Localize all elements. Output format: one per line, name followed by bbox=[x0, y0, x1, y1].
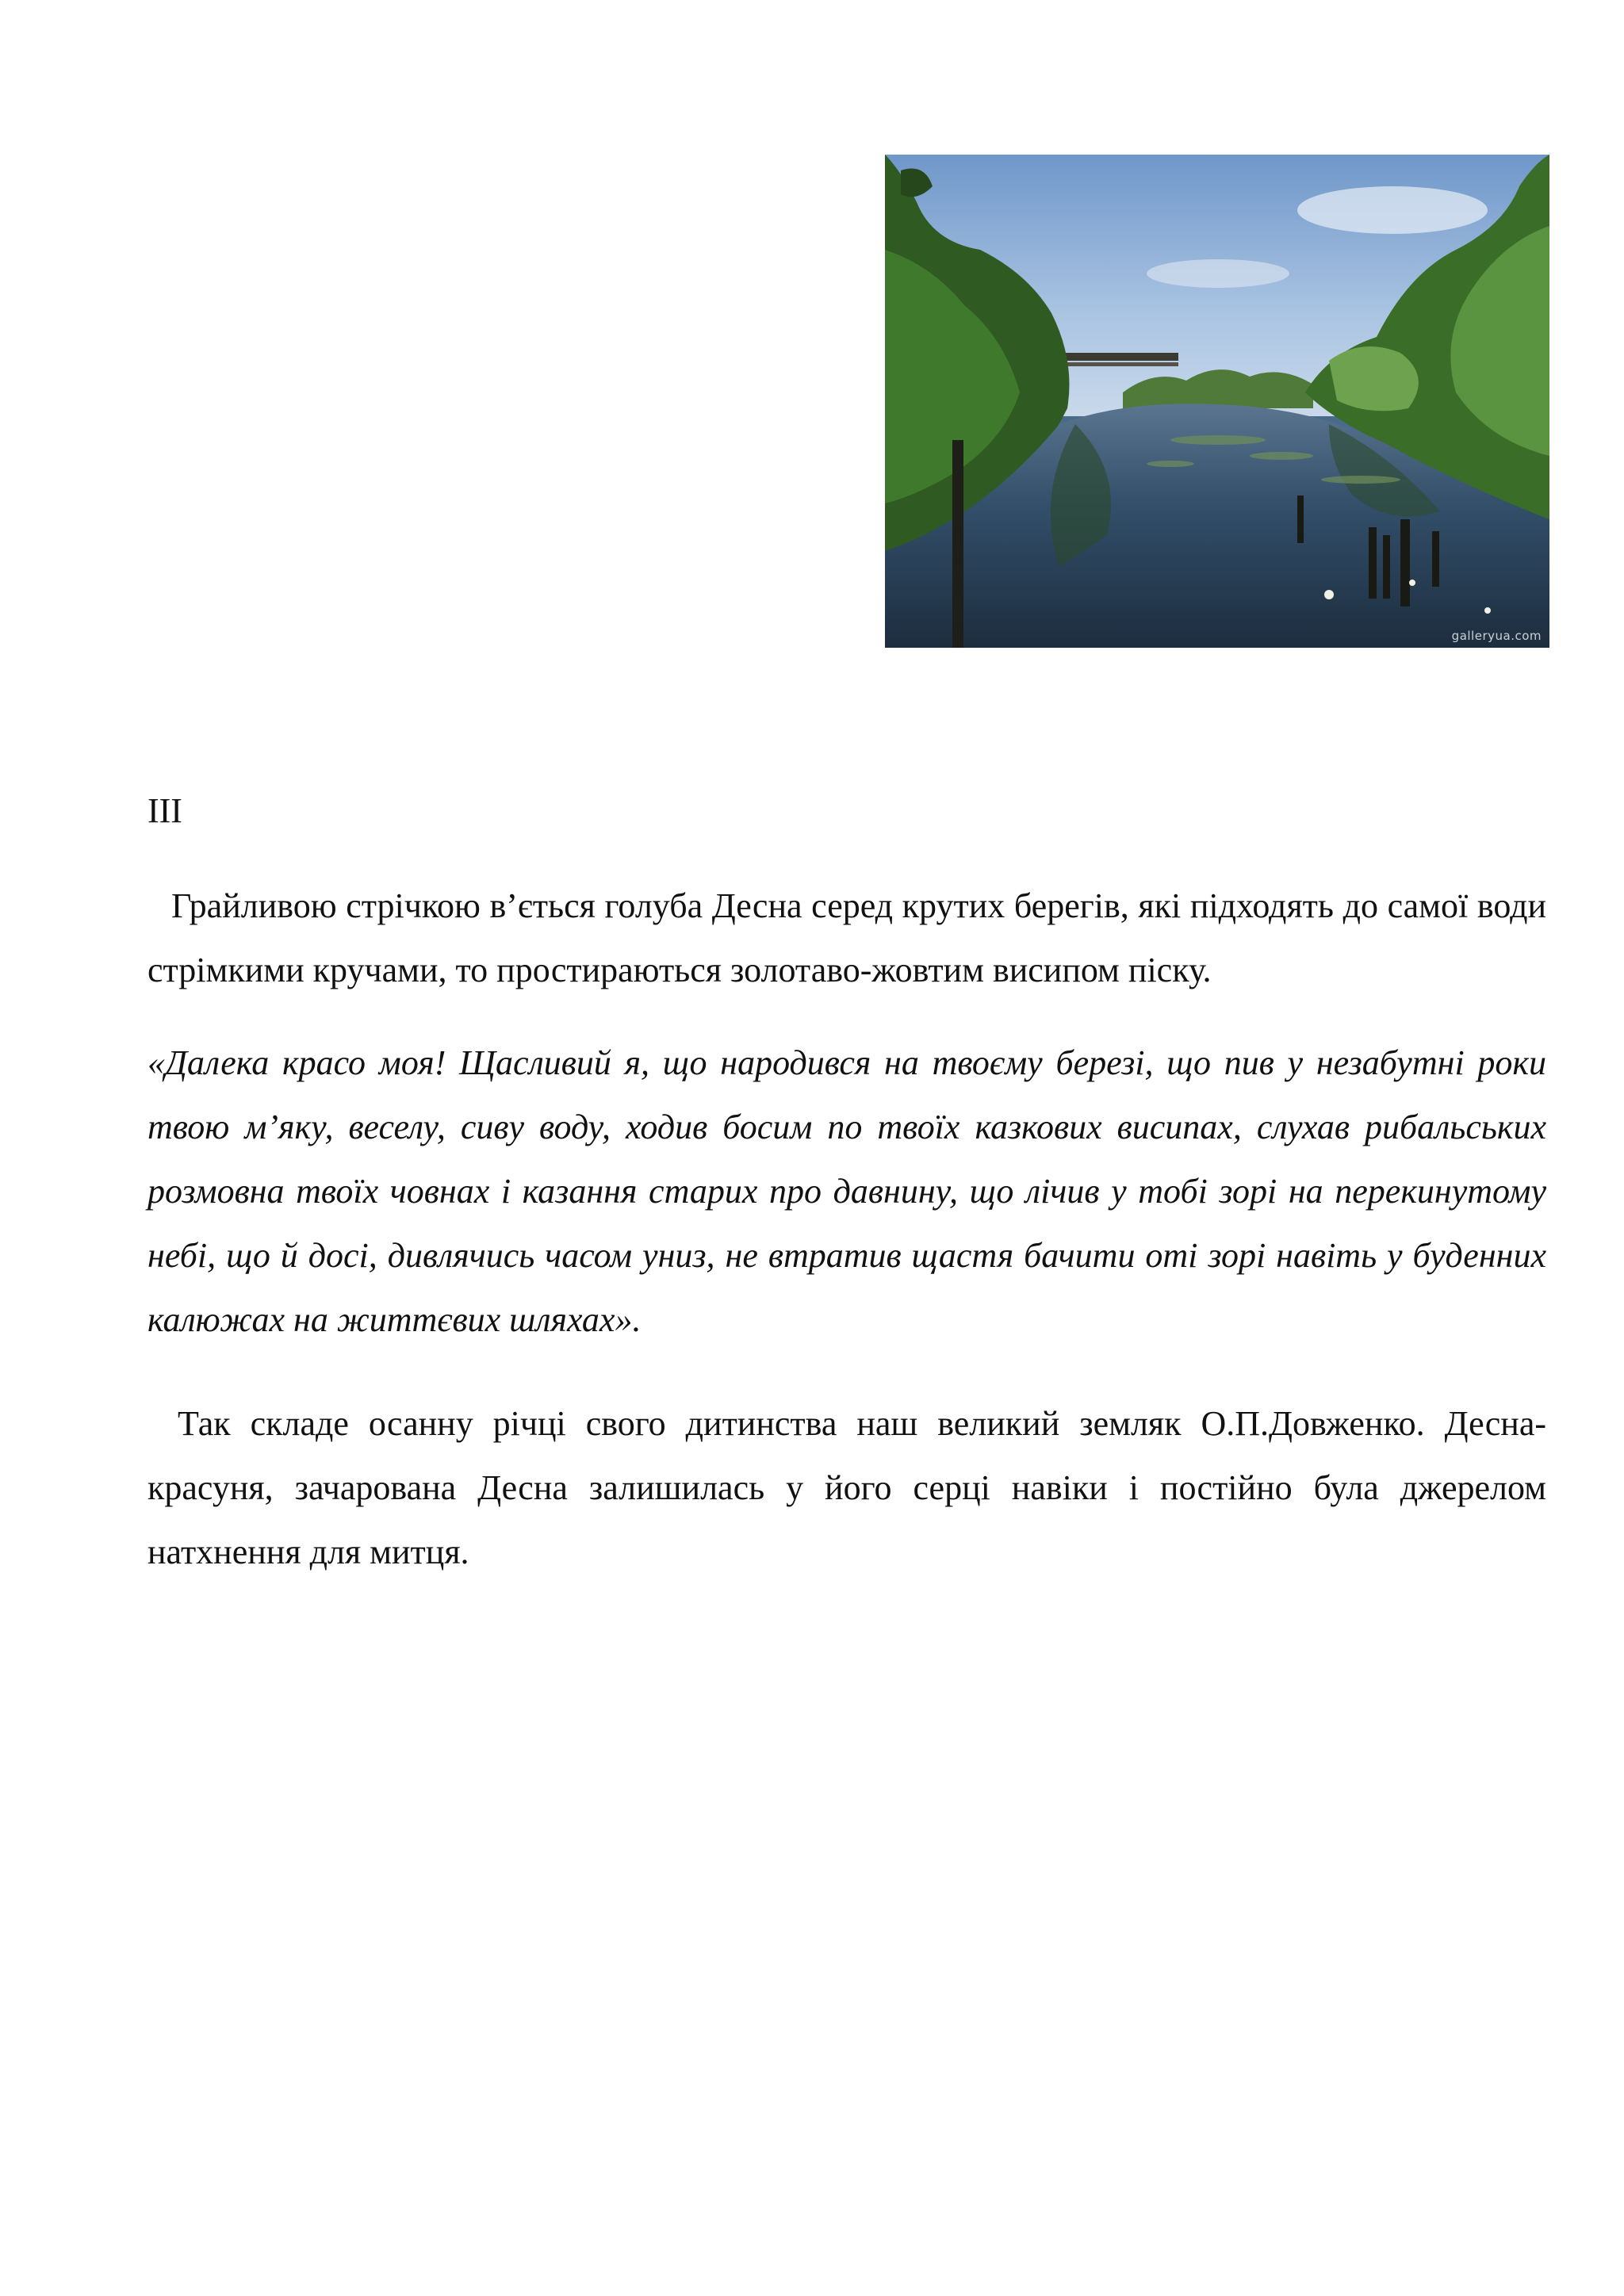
section-number: III bbox=[147, 791, 182, 830]
intro-paragraph: Грайливою стрічкою в’ється голуба Десна серед крутих берегів, які підходять до самої води стрімкими кручами, то простираються золотаво-жовтим висипом піску. bbox=[147, 886, 1546, 989]
river-photo bbox=[885, 155, 1549, 648]
closing-paragraph: Так складе осанну річці свого дитинства наш великий земляк О.П.Довженко. Десна-красуня, зачарована Десна залишилась у його серці навіки і постійно була джерелом натхнення для митця. bbox=[147, 1404, 1546, 1571]
quote-paragraph: «Далека красо моя! Щасливий я, що народився на твоєму березі, що пив у незабутні роки твою м’яку, веселу, сиву воду, ходив босим по твоїх казкових висипах, слухав рибальських розмовна твоїх човнах і казання старих про давнину, що лічив у тобі зорі на перекинутому небі, що й досі, дивлячись часом униз, не втратив щастя бачити оті зорі навіть у буденних калюжах на життєвих шляхах». bbox=[147, 1043, 1546, 1339]
river-landscape-illustration bbox=[885, 155, 1549, 648]
photo-watermark: galleryua.com bbox=[1451, 629, 1542, 643]
